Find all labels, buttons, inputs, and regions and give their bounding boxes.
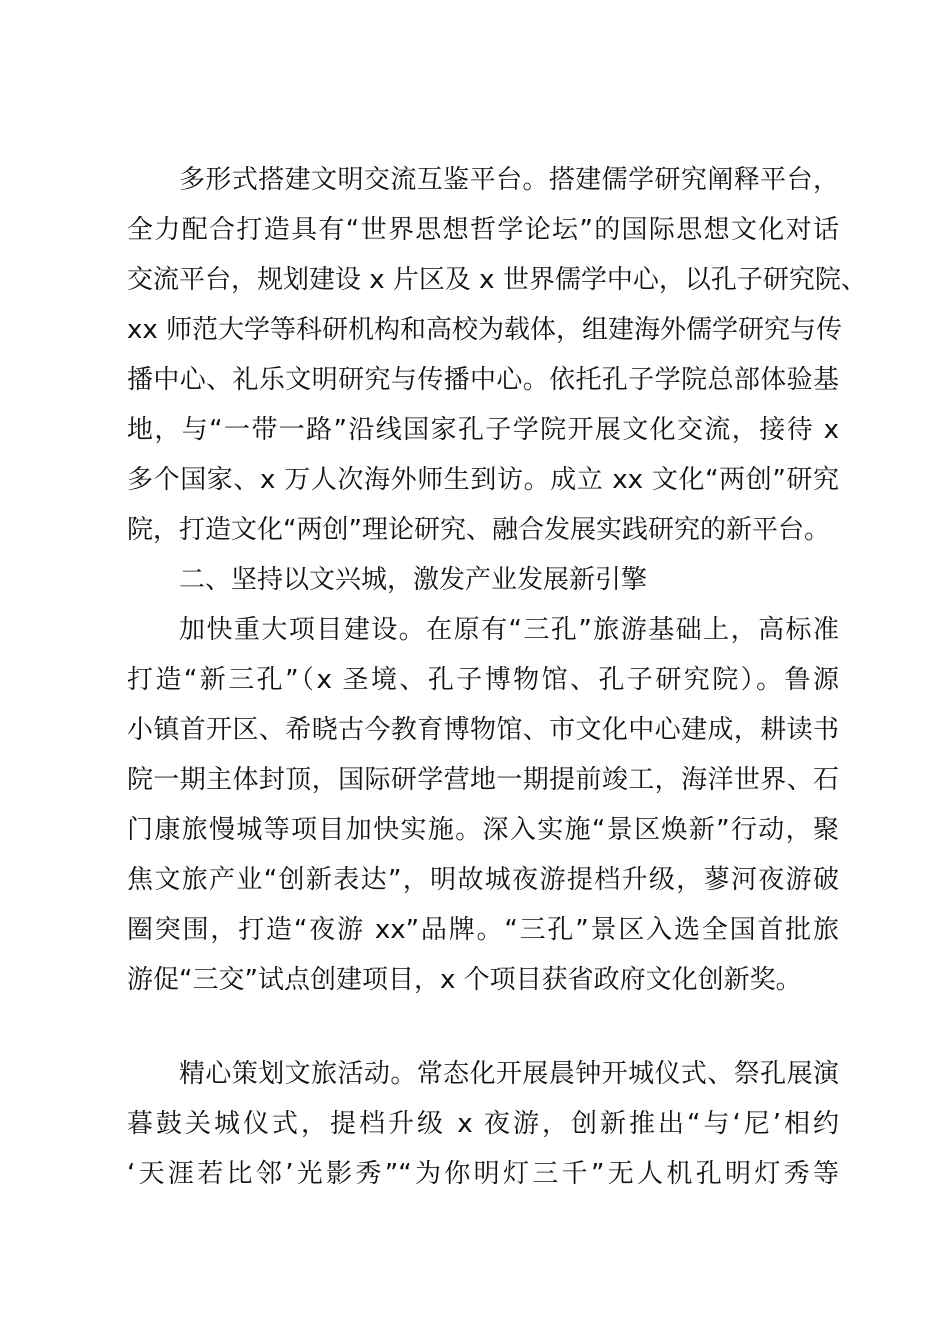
text-line: 院一期主体封顶，国际研学营地一期提前竣工，海洋世界、石	[127, 765, 839, 795]
text-line: 全力配合打造具有“世界思想哲学论坛”的国际思想文化对话	[127, 215, 839, 245]
text-line: 地，与“一带一路”沿线国家孔子学院开展文化交流，接待 x	[127, 415, 839, 445]
paragraph-civilization-exchange	[127, 155, 867, 555]
text-line: 圈突围，打造“夜游 xx”品牌。“三孔”景区入选全国首批旅	[127, 915, 839, 945]
document-body	[127, 155, 867, 1199]
paragraph-major-projects	[127, 605, 839, 1005]
text-line: ‘天涯若比邻’光影秀”“为你明灯三千”无人机孔明灯秀等	[127, 1159, 839, 1189]
section-heading: 二、坚持以文兴城，激发产业发展新引擎	[179, 565, 648, 595]
text-line: 加快重大项目建设。在原有“三孔”旅游基础上，高标准	[179, 615, 839, 645]
text-line: 暮鼓关城仪式，提档升级 x 夜游，创新推出“与‘尼’相约	[127, 1109, 839, 1139]
text-line: 门康旅慢城等项目加快实施。深入实施“景区焕新”行动，聚	[127, 815, 839, 845]
text-line: 焦文旅产业“创新表达”，明故城夜游提档升级，蓼河夜游破	[127, 865, 839, 895]
text-line: 精心策划文旅活动。常态化开展晨钟开城仪式、祭孔展演	[179, 1059, 839, 1089]
text-line: 小镇首开区、希晓古今教育博物馆、市文化中心建成，耕读书	[127, 715, 839, 745]
text-line: 打造“新三孔”（x 圣境、孔子博物馆、孔子研究院）。鲁源	[127, 665, 839, 695]
text-line: 多个国家、x 万人次海外师生到访。成立 xx 文化“两创”研究	[127, 465, 839, 495]
text-line: 播中心、礼乐文明研究与传播中心。依托孔子学院总部体验基	[127, 365, 839, 395]
text-line: xx 师范大学等科研机构和高校为载体，组建海外儒学研究与传	[127, 315, 843, 345]
text-line: 交流平台，规划建设 x 片区及 x 世界儒学中心，以孔子研究院、	[127, 265, 867, 295]
text-line: 多形式搭建文明交流互鉴平台。搭建儒学研究阐释平台，	[179, 165, 839, 195]
text-line: 游促“三交”试点创建项目，x 个项目获省政府文化创新奖。	[127, 965, 802, 995]
text-line: 院，打造文化“两创”理论研究、融合发展实践研究的新平台。	[127, 515, 830, 545]
paragraph-cultural-tourism-activities	[127, 1049, 839, 1199]
paragraph-gap	[127, 1005, 839, 1049]
